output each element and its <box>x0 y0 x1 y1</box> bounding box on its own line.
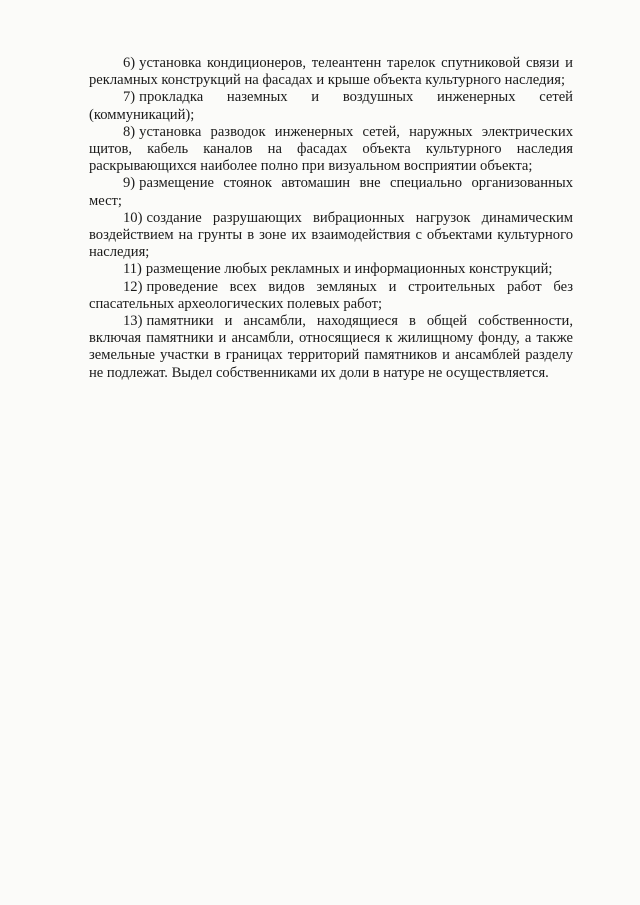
item-text: установка разводок инженерных сетей, наружных электрических щитов, кабель каналов на фасадах объекта культурного наследия раскрывающихся наиболее полно при визуальном восприятии объекта; <box>89 123 573 175</box>
item-number: 13) <box>123 313 143 330</box>
item-text: проведение всех видов земляных и строительных работ без спасательных археологических полевых работ; <box>89 278 573 312</box>
list-item-7 <box>89 89 573 123</box>
document-body <box>89 55 573 382</box>
list-item-11 <box>89 261 573 278</box>
item-number: 7) <box>123 89 136 106</box>
item-text: размещение любых рекламных и информационных конструкций; <box>145 261 553 278</box>
list-item-9 <box>89 175 573 209</box>
item-number: 11) <box>123 261 142 278</box>
item-text: памятники и ансамбли, находящиеся в общей собственности, включая памятники и ансамбли, относящиеся к жилищному фонду, а также земельные участки в границах территорий памятников и ансамблей разделу не подлежат. Выдел собственниками их доли в натуре не осуществляется. <box>89 313 573 381</box>
item-number: 9) <box>123 175 136 192</box>
item-text: установка кондиционеров, телеантенн тарелок спутниковой связи и рекламных конструкций на фасадах и крыше объекта культурного наследия; <box>89 55 573 89</box>
item-number: 12) <box>123 278 143 295</box>
item-number: 8) <box>123 123 136 140</box>
item-number: 10) <box>123 209 143 226</box>
item-text: прокладка наземных и воздушных инженерных сетей (коммуникаций); <box>89 89 573 123</box>
list-item-12 <box>89 279 573 313</box>
list-item-6 <box>89 55 573 89</box>
item-text: создание разрушающих вибрационных нагрузок динамическим воздействием на грунты в зоне их взаимодействия с объектами культурного наследия; <box>89 209 573 261</box>
list-item-13 <box>89 313 573 382</box>
list-item-8 <box>89 124 573 176</box>
item-text: размещение стоянок автомашин вне специально организованных мест; <box>89 175 573 209</box>
list-item-10 <box>89 210 573 262</box>
item-number: 6) <box>123 55 136 71</box>
